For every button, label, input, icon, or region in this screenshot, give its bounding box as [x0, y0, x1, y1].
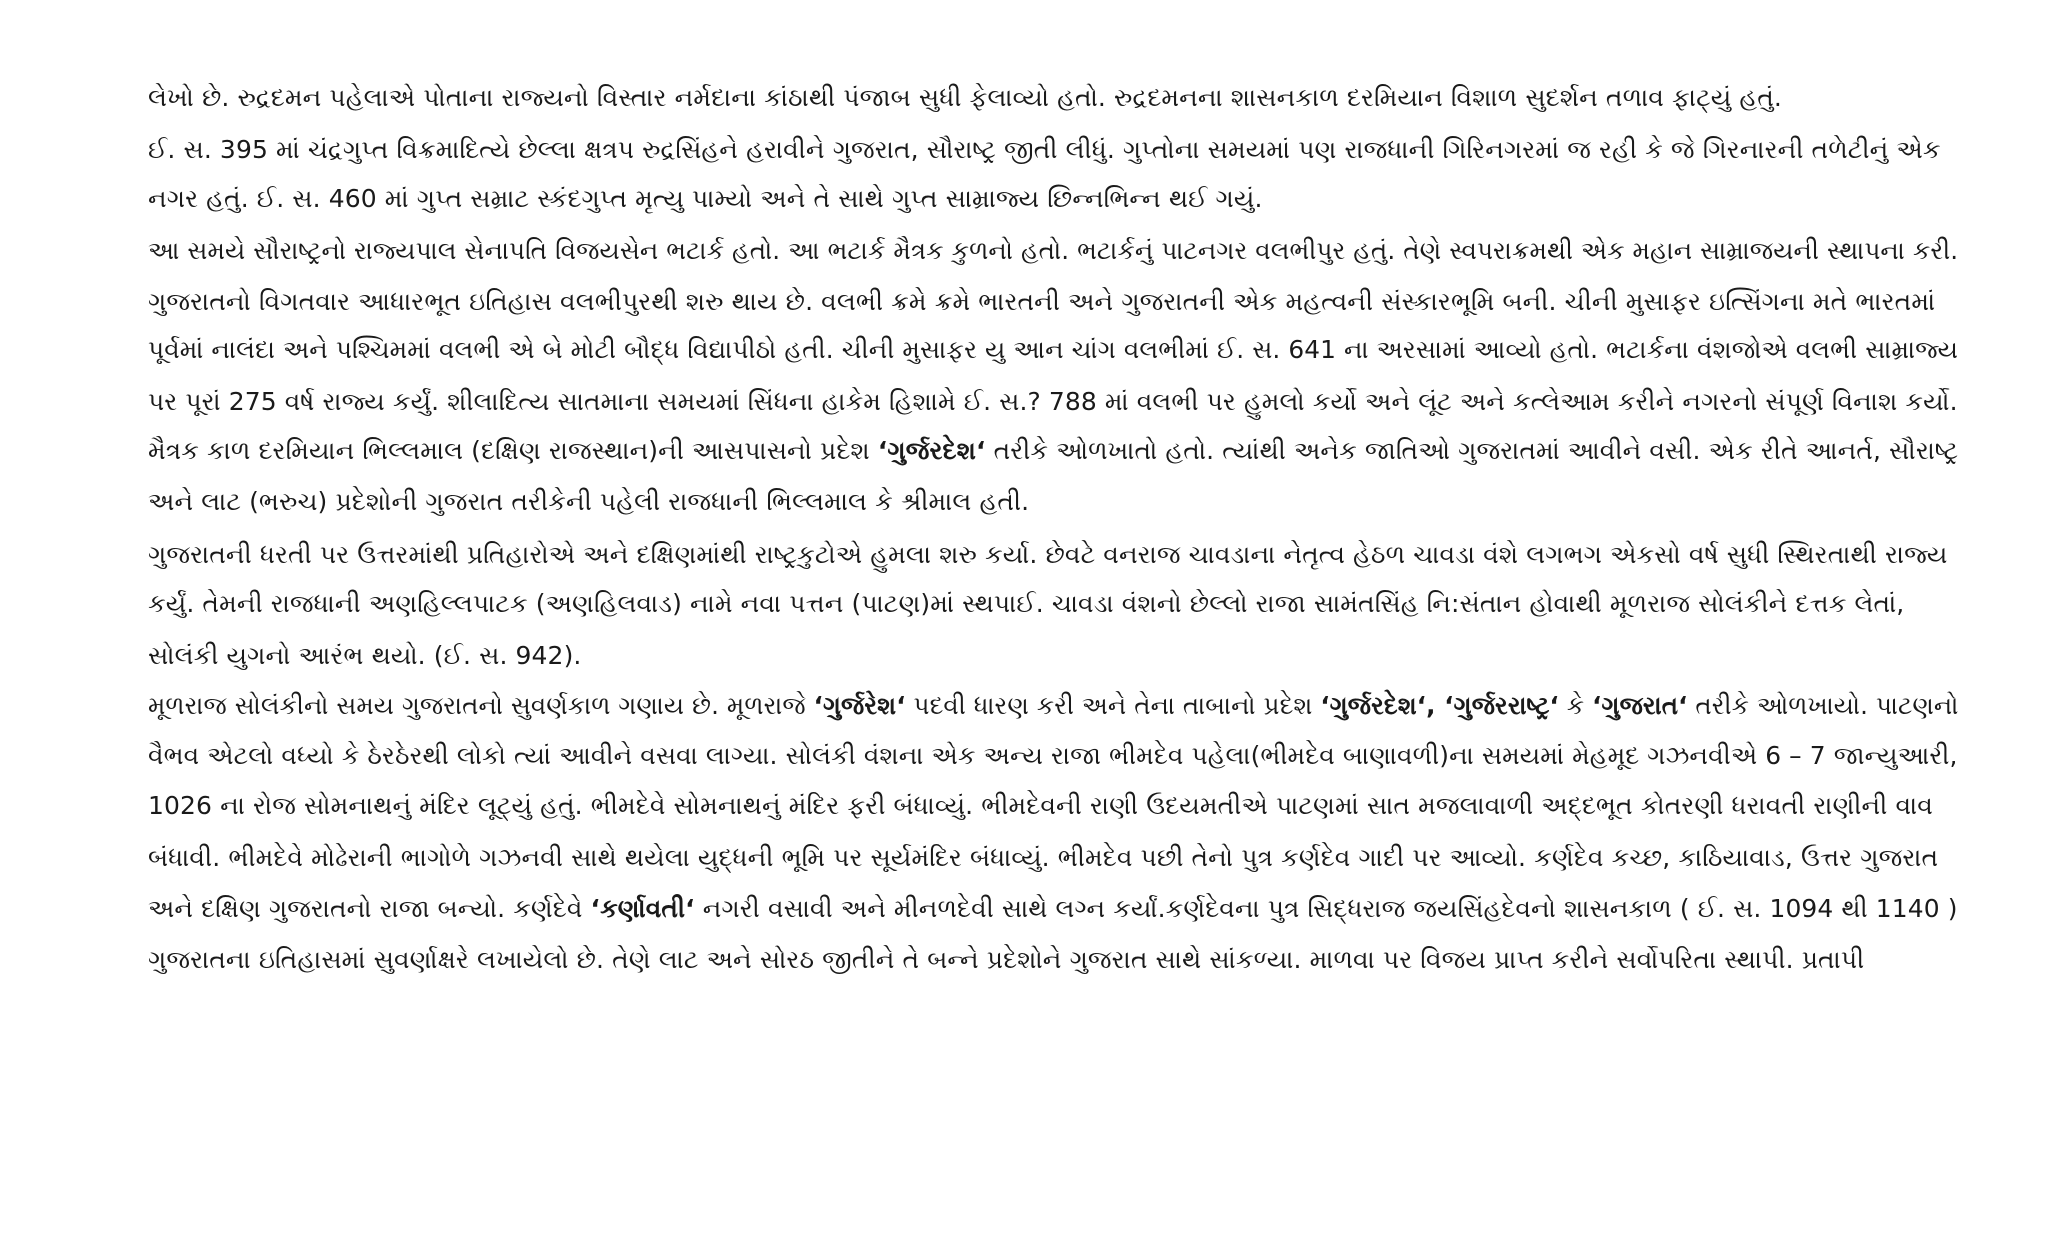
bold-term: ‘કર્ણાવતી‘	[590, 894, 695, 923]
text-line	[148, 183, 1263, 215]
text-segment: પદવી ધારણ કરી અને તેના તાબાનો પ્રદેશ	[905, 691, 1321, 720]
text-segment: તરીકે ઓળખાયો. પાટણનો	[1687, 691, 1959, 720]
text-line	[148, 539, 1947, 571]
text-segment: વૈભવ એટલો વધ્યો કે ઠેરઠેરથી લોકો ત્યાં આવીને વસવા લાગ્યા. સોલંકી વંશના એક અન્ય રાજા ભીમદેવ પહેલા(ભીમદેવ બાણાવળી)ના સમયમાં મેહમૂદ ગઝનવીએ 6 – 7 જાન્યુઆરી,	[148, 741, 1958, 770]
text-line	[148, 740, 1958, 772]
text-segment: ગુજરાતની ધરતી પર ઉત્તરમાંથી પ્રતિહારોએ અને દક્ષિણમાંથી રાષ્ટ્રકુટોએ હુમલા શરુ કર્યા. છેવટે વનરાજ ચાવડાના નેતૃત્વ હેઠળ ચાવડા વંશે લગભગ એકસો વર્ષ સુધી સ્થિરતાથી રાજ્ય	[148, 540, 1948, 569]
text-segment: અને દક્ષિણ ગુજરાતનો રાજા બન્યો. કર્ણદેવે	[148, 894, 591, 923]
text-line	[148, 842, 1938, 874]
text-line	[148, 334, 1958, 366]
text-line	[148, 640, 581, 672]
text-line	[148, 435, 1958, 467]
text-segment: સોલંકી યુગનો આરંભ થયો. (ઈ. સ. 942).	[148, 641, 582, 670]
text-line	[148, 944, 1864, 976]
text-line	[148, 588, 1904, 620]
text-segment: નગર હતું. ઈ. સ. 460 માં ગુપ્ત સમ્રાટ સ્કંદગુપ્ત મૃત્યુ પામ્યો અને તે સાથે ગુપ્ત સામ્રાજ્ય છિન્નભિન્ન થઈ ગયું.	[148, 184, 1263, 213]
text-segment: તરીકે ઓળખાતો હતો. ત્યાંથી અનેક જાતિઓ ગુજરાતમાં આવીને વસી. એક રીતે આનર્ત, સૌરાષ્ટ્ર	[985, 436, 1959, 465]
text-segment: આ સમયે સૌરાષ્ટ્રનો રાજ્યપાલ સેનાપતિ વિજયસેન ભટાર્ક હતો. આ ભટાર્ક મૈત્રક કુળનો હતો. ભટાર્કનું પાટનગર વલભીપુર હતું. તેણે સ્વપરાક્રમથી એક મહાન સામ્રાજયની સ્થાપના કરી.	[148, 236, 1959, 265]
text-line	[148, 235, 1958, 267]
text-segment: અને લાટ (ભરુચ) પ્રદેશોની ગુજરાત તરીકેની પહેલી રાજધાની ભિલ્લમાલ કે શ્રીમાલ હતી.	[148, 487, 1030, 516]
text-line	[148, 386, 1958, 418]
text-segment: મૈત્રક કાળ દરમિયાન ભિલ્લમાલ (દક્ષિણ રાજસ્થાન)ની આસપાસનો પ્રદેશ	[148, 436, 878, 465]
text-segment: કર્યું. તેમની રાજધાની અણહિલ્લપાટક (અણહિલવાડ) નામે નવા પત્તન (પાટણ)માં સ્થપાઈ. ચાવડા વંશનો છેલ્લો રાજા સામંતસિંહ નિ:સંતાન હોવાથી મૂળરાજ સોલંકીને દત્તક લેતાં,	[148, 589, 1905, 618]
text-segment: ગુજરાતના ઇતિહાસમાં સુવર્ણાક્ષરે લખાયેલો છે. તેણે લાટ અને સોરઠ જીતીને તે બન્ને પ્રદેશોને ગુજરાત સાથે સાંકળ્યા. માળવા પર વિજય પ્રાપ્ત કરીને સર્વોપરિતા સ્થાપી. પ્રતાપી	[148, 945, 1865, 974]
text-line	[148, 486, 1029, 518]
text-segment: પૂર્વમાં નાલંદા અને પશ્ચિમમાં વલભી એ બે મોટી બૌદ્ધ વિદ્યાપીઠો હતી. ચીની મુસાફર યુ આન ચાંગ વલભીમાં ઈ. સ. 641 ના અરસામાં આવ્યો હતો. ભટાર્કના વંશજોએ વલભી સામ્રાજ્ય	[148, 335, 1959, 364]
text-segment: ગુજરાતનો વિગતવાર આધારભૂત ઇતિહાસ વલભીપુરથી શરુ થાય છે. વલભી ક્રમે ક્રમે ભારતની અને ગુજરાતની એક મહત્વની સંસ્કારભૂમિ બની. ચીની મુસાફર ઇત્સિંગના મતે ભારતમાં	[148, 287, 1936, 316]
text-segment: પર પૂરાં 275 વર્ષ રાજ્ય કર્યું. શીલાદિત્ય સાતમાના સમયમાં સિંધના હાકેમ હિશામે ઈ. સ.? 788 માં વલભી પર હુમલો કર્યો અને લૂંટ અને કત્લેઆમ કરીને નગરનો સંપૂર્ણ વિનાશ કર્યો.	[148, 387, 1958, 416]
text-line	[148, 286, 1935, 318]
text-segment: કે	[1558, 691, 1593, 720]
bold-term: ‘ગુર્જરદેશ‘, ‘ગુર્જરરાષ્ટ્ર‘	[1320, 691, 1559, 720]
text-segment: નગરી વસાવી અને મીનળદેવી સાથે લગ્ન કર્યાં.કર્ણદેવના પુત્ર સિદ્ધરાજ જયસિંહદેવનો શાસનકાળ ( ઈ. સ. 1094 થી 1140 )	[694, 894, 1958, 923]
text-segment: લેખો છે. રુદ્રદમન પહેલાએ પોતાના રાજ્યનો વિસ્તાર નર્મદાના કાંઠાથી પંજાબ સુધી ફેલાવ્યો હતો. રુદ્રદમનના શાસનકાળ દરમિયાન વિશાળ સુદર્શન તળાવ ફાટ્યું હતું.	[148, 83, 1782, 112]
text-segment: ઈ. સ. 395 માં ચંદ્રગુપ્ત વિક્રમાદિત્યે છેલ્લા ક્ષત્રપ રુદ્રસિંહને હરાવીને ગુજરાત, સૌરાષ્ટ્ર જીતી લીધું. ગુપ્તોના સમયમાં પણ રાજધાની ગિરિનગરમાં જ રહી કે જે ગિરનારની તળેટીનું એક	[148, 135, 1941, 164]
bold-term: ‘ગુર્જરદેશ‘	[877, 436, 986, 465]
text-segment: 1026 ના રોજ સોમનાથનું મંદિર લૂટ્યું હતું. ભીમદેવે સોમનાથનું મંદિર ફરી બંધાવ્યું. ભીમદેવની રાણી ઉદયમતીએ પાટણમાં સાત મજલાવાળી અદ્દભૂત કોતરણી ધરાવતી રાણીની વાવ	[148, 791, 1933, 820]
bold-term: ‘ગુર્જરેશ‘	[813, 691, 906, 720]
bold-term: ‘ગુજરાત‘	[1592, 691, 1688, 720]
text-line	[148, 790, 1933, 822]
text-line	[148, 690, 1958, 722]
text-line	[148, 893, 1958, 925]
text-line	[148, 134, 1941, 166]
text-line	[148, 82, 1782, 114]
text-segment: મૂળરાજ સોલંકીનો સમય ગુજરાતનો સુવર્ણકાળ ગણાય છે. મૂળરાજે	[148, 691, 814, 720]
text-segment: બંધાવી. ભીમદેવે મોઢેરાની ભાગોળે ગઝનવી સાથે થયેલા યુદ્ધની ભૂમિ પર સૂર્યમંદિર બંધાવ્યું. ભીમદેવ પછી તેનો પુત્ર કર્ણદેવ ગાદી પર આવ્યો. કર્ણદેવ કચ્છ, કાઠિયાવાડ, ઉત્તર ગુજરાત	[148, 843, 1939, 872]
